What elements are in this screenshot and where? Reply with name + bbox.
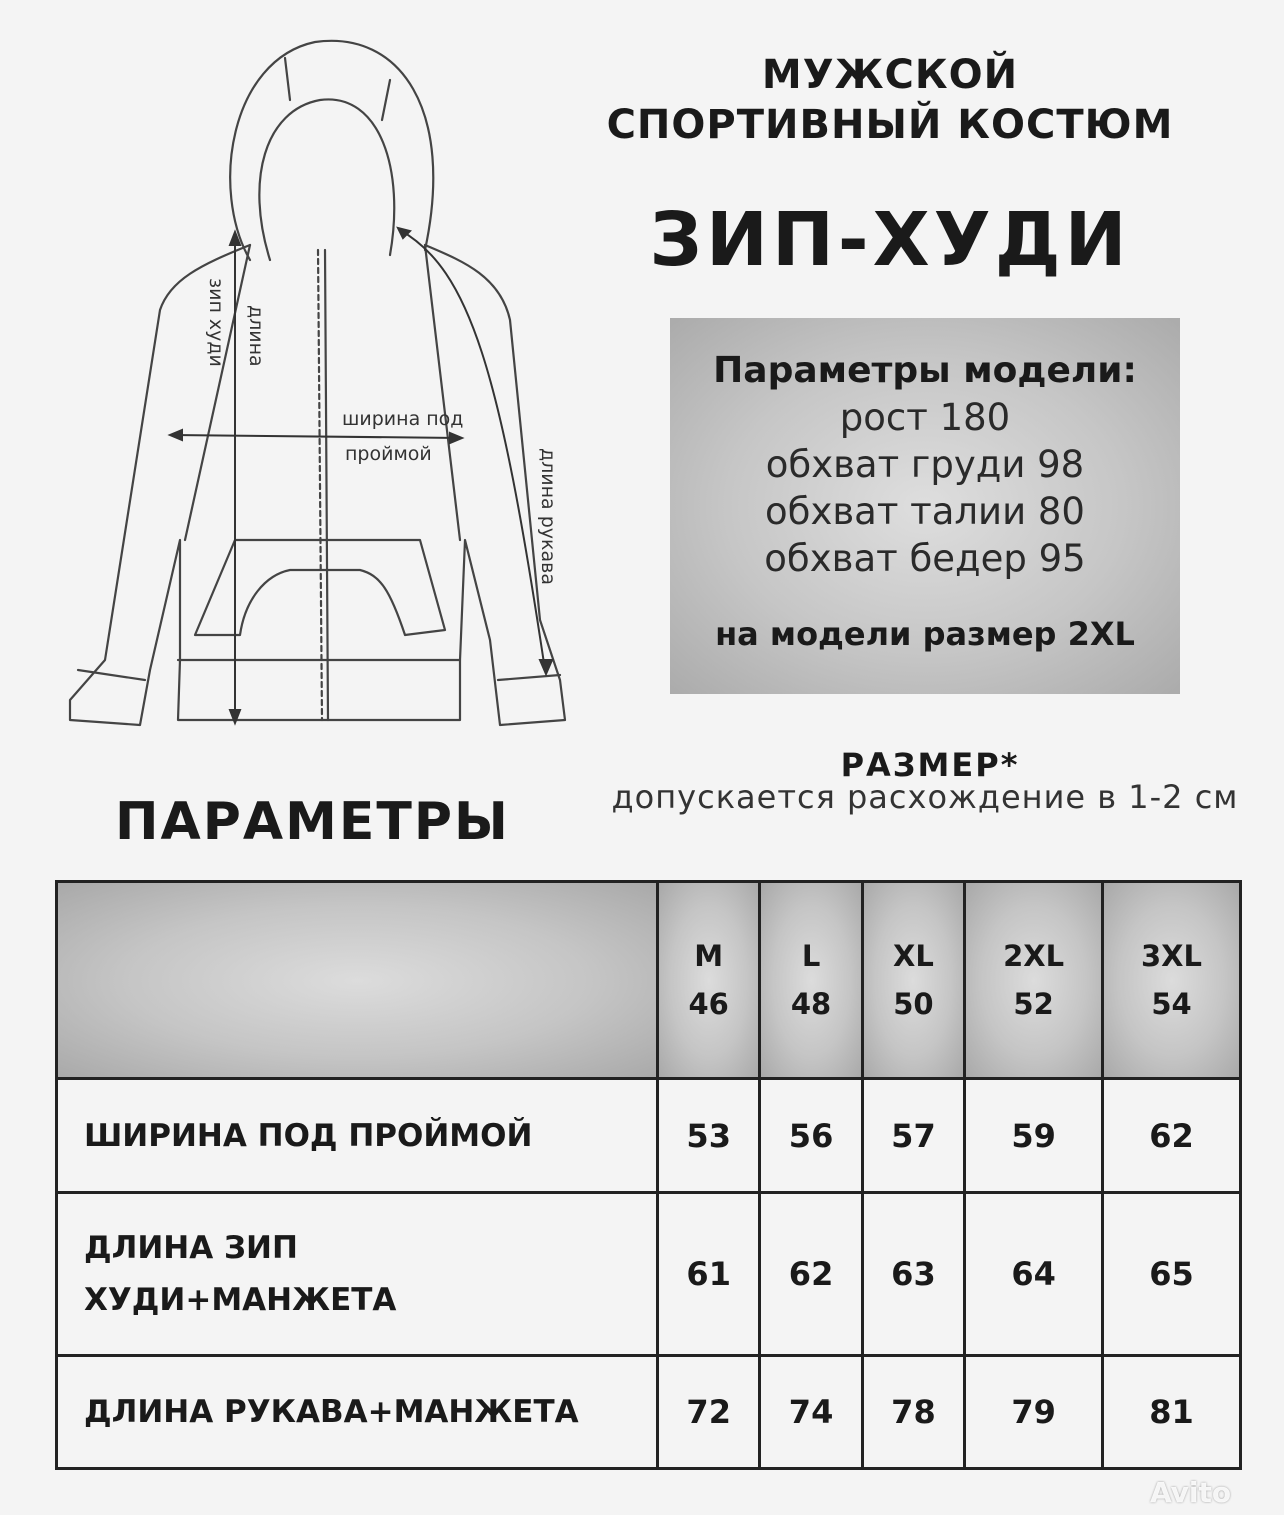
hoodie-drawing — [60, 20, 600, 740]
row-label — [57, 1079, 658, 1193]
table-cell: 74 — [760, 1356, 862, 1469]
size-header-cell — [1103, 882, 1241, 1079]
row-label-line: ШИРИНА ПОД ПРОЙМОЙ — [84, 1117, 533, 1154]
model-chest: обхват груди 98 — [765, 443, 1085, 486]
zipper-line — [318, 250, 322, 720]
table-cell: 72 — [658, 1356, 760, 1469]
table-cell: 57 — [862, 1079, 964, 1193]
size-letter: XL — [893, 939, 934, 973]
model-hips: обхват бедер 95 — [764, 537, 1086, 580]
model-waist: обхват талии 80 — [765, 490, 1085, 533]
table-cell: 78 — [862, 1356, 964, 1469]
hood-outline — [230, 41, 433, 260]
size-letter: 3XL — [1141, 939, 1203, 973]
empty-header-cell — [57, 882, 658, 1079]
table-cell: 64 — [965, 1193, 1103, 1356]
size-header-cell — [862, 882, 964, 1079]
model-parameters-box — [670, 318, 1180, 694]
size-number: 46 — [688, 987, 729, 1021]
diagram-label-width-2: проймой — [345, 443, 432, 465]
row-label — [57, 1193, 658, 1356]
table-row — [57, 1079, 1241, 1193]
size-letter: M — [694, 939, 724, 973]
table-row — [57, 1193, 1241, 1356]
title-line-1: МУЖСКОЙ — [761, 52, 1019, 98]
table-cell: 56 — [760, 1079, 862, 1193]
size-number: 48 — [790, 987, 832, 1021]
model-size: на модели размер 2XL — [715, 615, 1135, 653]
table-cell: 62 — [1103, 1079, 1241, 1193]
width-measure-line — [172, 435, 460, 438]
table-cell: 81 — [1103, 1356, 1241, 1469]
size-table — [55, 880, 1242, 1470]
table-cell: 61 — [658, 1193, 760, 1356]
diagram-label-length: длина — [245, 305, 267, 367]
size-header-row — [57, 882, 1241, 1079]
table-cell: 79 — [965, 1356, 1103, 1469]
size-number: 54 — [1151, 987, 1192, 1021]
hoodie-diagram — [60, 20, 600, 740]
product-title: ЗИП-ХУДИ — [649, 197, 1131, 283]
size-header-cell — [965, 882, 1103, 1079]
diagram-label-sleeve: длина рукава — [537, 448, 559, 585]
model-parameters-title: Параметры модели: — [713, 350, 1137, 391]
size-number: 52 — [1013, 987, 1054, 1021]
diagram-label-zip-hoodie: зип худи — [205, 278, 227, 367]
size-header-cell — [760, 882, 862, 1079]
diagram-label-width-1: ширина под — [342, 408, 464, 430]
table-cell: 63 — [862, 1193, 964, 1356]
size-letter: L — [801, 939, 821, 973]
size-header-cell — [658, 882, 760, 1079]
table-cell: 59 — [965, 1079, 1103, 1193]
size-letter: 2XL — [1003, 939, 1065, 973]
row-label-line: ДЛИНА РУКАВА+МАНЖЕТА — [84, 1394, 579, 1430]
size-number: 50 — [893, 987, 934, 1021]
parameters-heading: ПАРАМЕТРЫ — [115, 792, 510, 852]
table-cell: 53 — [658, 1079, 760, 1193]
row-label-line: ДЛИНА ЗИП — [84, 1230, 298, 1266]
row-label-line: ХУДИ+МАНЖЕТА — [84, 1282, 397, 1318]
size-tolerance-note: допускается расхождение в 1-2 см — [611, 778, 1239, 816]
table-cell: 65 — [1103, 1193, 1241, 1356]
table-cell: 62 — [760, 1193, 862, 1356]
title-line-2: СПОРТИВНЫЙ КОСТЮМ — [606, 102, 1174, 148]
row-label — [57, 1356, 658, 1469]
table-row — [57, 1356, 1241, 1469]
hood-inner — [259, 99, 394, 260]
model-height: рост 180 — [839, 396, 1011, 439]
avito-watermark: Avito — [1150, 1476, 1232, 1509]
size-heading: РАЗМЕР* — [840, 746, 1020, 784]
